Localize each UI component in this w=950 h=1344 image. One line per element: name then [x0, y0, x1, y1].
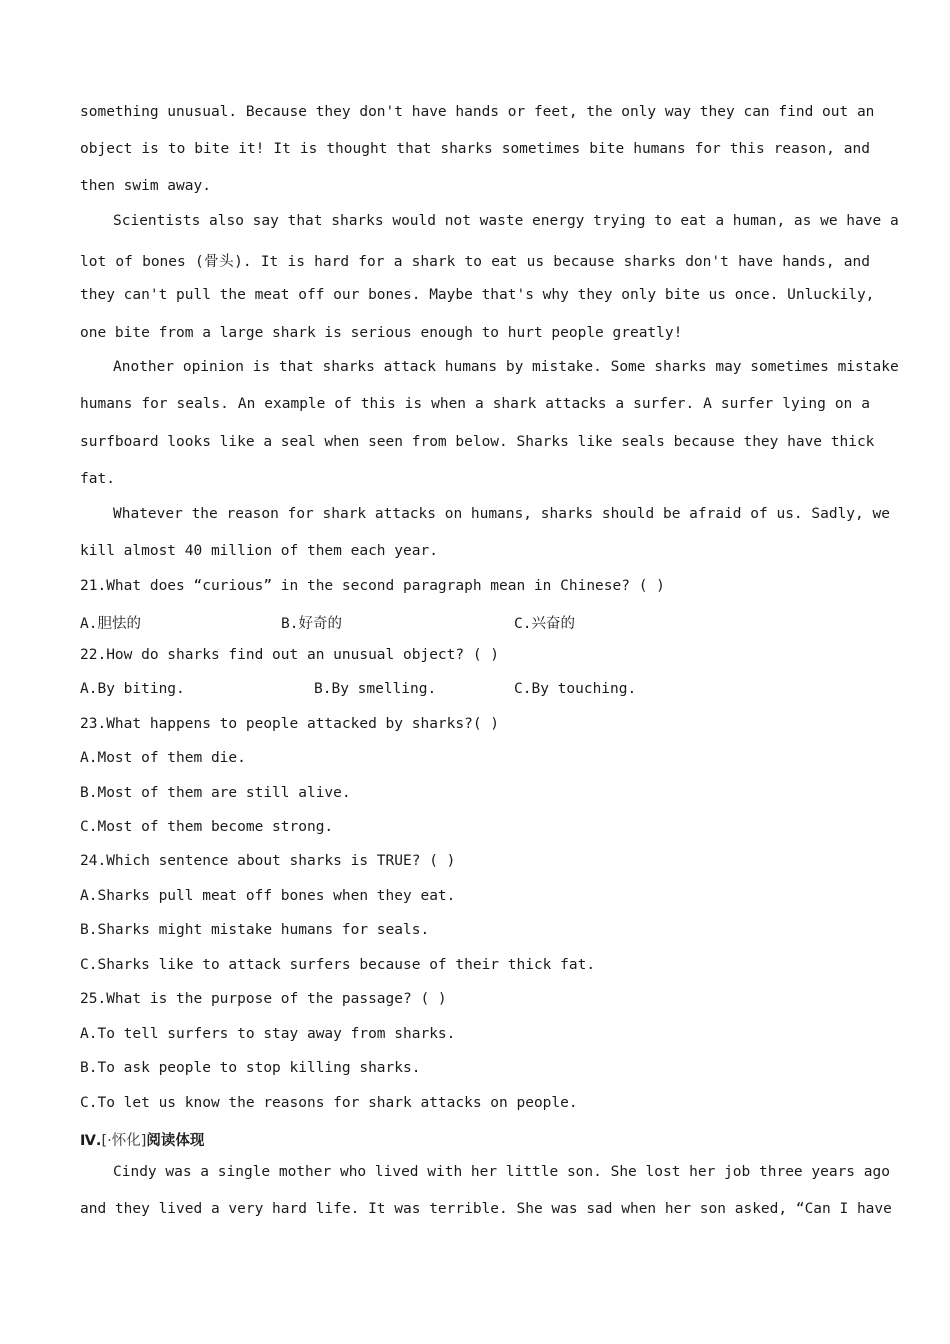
option-b: B.好奇的 — [281, 616, 342, 632]
passage-line: humans for seals. An example of this is when a shark attacks a surfer. A surfer lying on a — [80, 396, 870, 412]
section-numeral: Ⅳ. — [80, 1133, 102, 1149]
option-a: A.Most of them die. — [80, 750, 246, 766]
question-stem: 25.What is the purpose of the passage? ( ) — [80, 991, 447, 1007]
option-a: A.By biting. — [80, 681, 185, 697]
section-title: 阅读体现 — [146, 1133, 205, 1149]
option-c: C.To let us know the reasons for shark attacks on people. — [80, 1095, 578, 1111]
passage-line: they can't pull the meat off our bones. Maybe that's why they only bite us once. Unluckily, — [80, 287, 875, 303]
option-c: C.Sharks like to attack surfers because of their thick fat. — [80, 957, 596, 973]
option-b: B.Most of them are still alive. — [80, 785, 351, 801]
passage-line: Scientists also say that sharks would not waste energy trying to eat a human, as we have a — [113, 213, 899, 229]
passage-line: fat. — [80, 471, 115, 487]
passage-line: kill almost 40 million of them each year. — [80, 543, 438, 559]
passage-line: then swim away. — [80, 178, 211, 194]
question-stem: 23.What happens to people attacked by sharks?( ) — [80, 716, 500, 732]
option-c: C.兴奋的 — [514, 616, 575, 632]
passage-line: Cindy was a single mother who lived with her little son. She lost her job three years ago — [113, 1164, 890, 1180]
option-b: B.By smelling. — [314, 681, 437, 697]
option-a: A.胆怯的 — [80, 616, 141, 632]
passage-line: something unusual. Because they don't have hands or feet, the only way they can find out an — [80, 104, 875, 120]
section-heading — [80, 1129, 870, 1150]
option-a: A.To tell surfers to stay away from sharks. — [80, 1026, 456, 1042]
passage-line: object is to bite it! It is thought that sharks sometimes bite humans for this reason, and — [80, 141, 870, 157]
option-c: C.Most of them become strong. — [80, 819, 334, 835]
question-stem: 21.What does “curious” in the second paragraph mean in Chinese? ( ) — [80, 578, 665, 594]
passage-line: lot of bones (骨头). It is hard for a shark to eat us because sharks don't have hands, and — [80, 254, 870, 270]
passage-line: Another opinion is that sharks attack humans by mistake. Some sharks may sometimes mistake — [113, 359, 899, 375]
section-source: [·怀化] — [101, 1133, 147, 1149]
question-stem: 22.How do sharks find out an unusual object? ( ) — [80, 647, 500, 663]
option-b: B.Sharks might mistake humans for seals. — [80, 922, 430, 938]
passage-line: one bite from a large shark is serious enough to hurt people greatly! — [80, 325, 683, 341]
question-stem: 24.Which sentence about sharks is TRUE? ( ) — [80, 853, 456, 869]
passage-line: Whatever the reason for shark attacks on humans, sharks should be afraid of us. Sadly, we — [113, 506, 890, 522]
option-c: C.By touching. — [514, 681, 637, 697]
option-a: A.Sharks pull meat off bones when they eat. — [80, 888, 456, 904]
passage-line: surfboard looks like a seal when seen from below. Sharks like seals because they have thick — [80, 434, 875, 450]
passage-line: and they lived a very hard life. It was terrible. She was sad when her son asked, “Can I have — [80, 1201, 892, 1217]
option-b: B.To ask people to stop killing sharks. — [80, 1060, 421, 1076]
